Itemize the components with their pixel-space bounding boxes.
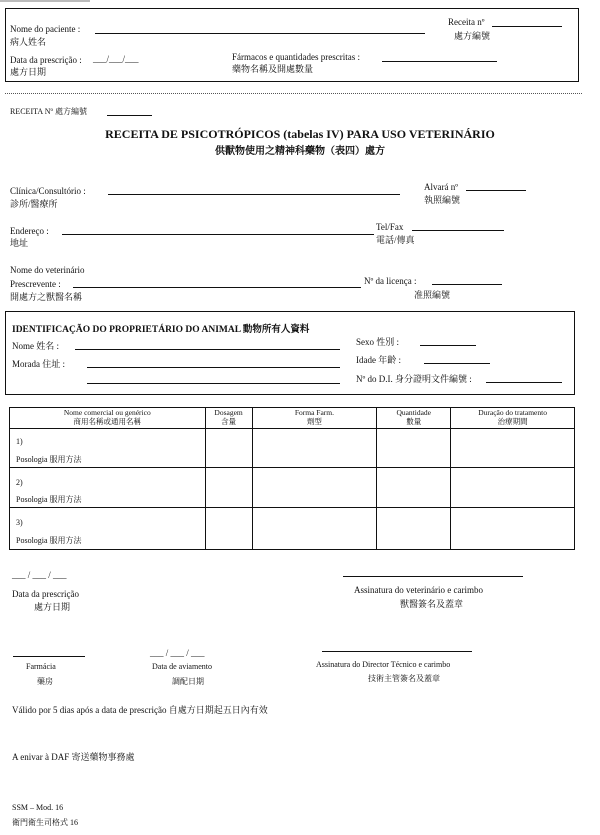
vet-license-label: Nº da licença :: [364, 276, 417, 286]
col-header-dosage: Dosagem 含量: [205, 408, 252, 429]
quantity-cell[interactable]: [377, 429, 451, 468]
table-row: [10, 508, 575, 550]
vet-name-label: Nome do veterinário: [10, 265, 85, 275]
owner-age-field[interactable]: [424, 363, 490, 364]
prescription-date-label-2: Data da prescrição: [12, 589, 79, 599]
pharmacy-field[interactable]: [13, 656, 85, 657]
top-scan-residue: [0, 0, 90, 2]
dosage-cell[interactable]: [205, 468, 252, 508]
owner-name-label: Nome 姓名 :: [12, 341, 59, 351]
owner-sex-label: Sexo 性別 :: [356, 337, 400, 347]
prescription-date-label: Data da prescrição :: [10, 55, 82, 65]
dispense-date-label-zh: 調配日期: [172, 677, 204, 686]
posology-label: Posologia 服用方法: [16, 455, 82, 464]
prescription-date-label-2-zh: 處方日期: [34, 602, 71, 612]
form-cell[interactable]: [252, 468, 377, 508]
dosage-cell[interactable]: [205, 508, 252, 550]
vet-signature-label-zh: 獸醫簽名及蓋章: [400, 599, 464, 609]
receipt-number-field[interactable]: [492, 26, 562, 27]
owner-address-field-2[interactable]: [87, 383, 340, 384]
col-header-duration: Duração do tratamento 治療期間: [451, 408, 575, 429]
row-number: 1): [16, 437, 23, 446]
owner-name-field[interactable]: [75, 349, 340, 350]
posology-label: Posologia 服用方法: [16, 495, 82, 504]
license-number-field[interactable]: [466, 190, 526, 191]
model-number-zh: 衛門衛生司格式 16: [12, 818, 78, 827]
owner-address-label: Morada 住址 :: [12, 359, 65, 369]
dispense-date-label: Data de aviamento: [152, 662, 212, 671]
vet-name-label-zh: 開處方之獸醫名稱: [10, 292, 83, 302]
phone-label: Tel/Fax: [376, 222, 404, 232]
owner-age-label: Idade 年齡 :: [356, 355, 401, 365]
dosage-cell[interactable]: [205, 429, 252, 468]
owner-heading: IDENTIFICAÇÃO DO PROPRIETÁRIO DO ANIMAL 動物所有人資料: [12, 325, 310, 335]
clinic-label-zh: 診所/醫療所: [10, 199, 58, 209]
patient-name-label: Nome do paciente :: [10, 24, 81, 34]
clinic-label: Clínica/Consultório :: [10, 186, 86, 196]
form-cell[interactable]: [252, 429, 377, 468]
row-number: 2): [16, 478, 23, 487]
phone-field[interactable]: [412, 230, 504, 231]
director-signature-label: Assinatura do Director Técnico e carimbo: [316, 660, 451, 669]
prescription-date-field-2[interactable]: ___ / ___ / ___: [12, 570, 67, 580]
patient-name-label-zh: 病人姓名: [10, 37, 47, 47]
duration-cell[interactable]: [451, 429, 575, 468]
patient-name-field[interactable]: [95, 33, 425, 34]
prescription-date-field[interactable]: ___/___/___: [93, 54, 139, 64]
license-number-label-zh: 執照編號: [424, 195, 461, 205]
col-header-form: Forma Farm. 劑型: [252, 408, 377, 429]
vet-license-label-zh: 准照編號: [414, 290, 451, 300]
license-number-label: Alvará nº: [424, 182, 459, 192]
dispense-date-field[interactable]: ___ / ___ / ___: [150, 648, 205, 658]
duration-cell[interactable]: [451, 468, 575, 508]
clinic-field[interactable]: [108, 194, 400, 195]
col-header-quantity: Quantidade 數量: [377, 408, 451, 429]
drug-name-cell[interactable]: [10, 508, 206, 550]
owner-sex-field[interactable]: [420, 345, 476, 346]
address-label-zh: 地址: [10, 238, 29, 248]
posology-label: Posologia 服用方法: [16, 536, 82, 545]
vet-signature-label: Assinatura do veterinário e carimbo: [354, 585, 483, 595]
quantity-cell[interactable]: [377, 468, 451, 508]
table-row: [10, 429, 575, 468]
prescription-table: [9, 407, 575, 550]
owner-address-field[interactable]: [87, 367, 340, 368]
form-cell[interactable]: [252, 508, 377, 550]
pharmacy-label-zh: 藥房: [37, 677, 53, 686]
vet-license-field[interactable]: [432, 284, 502, 285]
director-signature-field[interactable]: [322, 651, 472, 652]
vet-name-field[interactable]: [73, 287, 361, 288]
drugs-quantities-field[interactable]: [382, 61, 497, 62]
table-row: [10, 468, 575, 508]
drugs-quantities-label: Fármacos e quantidades prescritas :: [232, 52, 360, 62]
phone-label-zh: 電話/傳真: [376, 235, 415, 245]
row-number: 3): [16, 518, 23, 527]
vet-signature-field[interactable]: [343, 576, 523, 577]
quantity-cell[interactable]: [377, 508, 451, 550]
drugs-quantities-label-zh: 藥物名稱及開處數量: [232, 64, 314, 74]
receipt-number-line-label: RECEITA Nº 處方編號: [10, 107, 87, 116]
cut-line: [5, 93, 582, 94]
address-field[interactable]: [62, 234, 374, 235]
drug-name-cell[interactable]: [10, 468, 206, 508]
col-header-name: Nome comercial ou genérico 商用名稱或通用名稱: [10, 408, 206, 429]
address-label: Endereço :: [10, 226, 49, 236]
duration-cell[interactable]: [451, 508, 575, 550]
vet-name-label-2: Prescrevente :: [10, 279, 61, 289]
prescription-date-label-zh: 處方日期: [10, 67, 47, 77]
receipt-number-label: Receita nº: [448, 17, 485, 27]
form-title-zh: 供獸物使用之精神科藥物（表四）處方: [215, 146, 385, 157]
owner-id-field[interactable]: [486, 382, 562, 383]
send-to-note: A enivar à DAF 寄送藥物事務處: [12, 752, 135, 762]
form-title: RECEITA DE PSICOTRÓPICOS (tabelas IV) PARA USO VETERINÁRIO: [105, 127, 495, 141]
model-number: SSM – Mod. 16: [12, 803, 64, 812]
receipt-number-label-zh: 處方編號: [454, 31, 491, 41]
drug-name-cell[interactable]: [10, 429, 206, 468]
owner-id-label: Nº do D.I. 身分證明文件編號 :: [356, 374, 472, 384]
director-signature-label-zh: 技術主管簽名及蓋章: [368, 674, 440, 683]
pharmacy-label: Farmácia: [26, 662, 56, 671]
validity-note: Válido por 5 dias após a data de prescrição 自處方日期起五日內有效: [12, 705, 268, 715]
receipt-number-line-field[interactable]: [107, 115, 152, 116]
